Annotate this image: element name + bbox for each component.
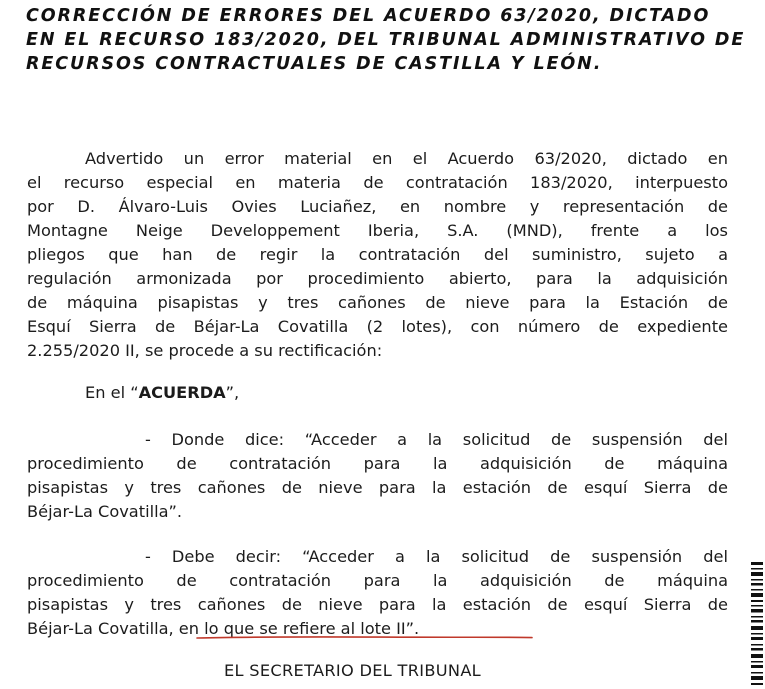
dice-line: Béjar-La Covatilla”. bbox=[27, 502, 183, 521]
barcode-strip bbox=[751, 560, 763, 689]
signature-title: EL SECRETARIO DEL TRIBUNAL bbox=[224, 661, 482, 680]
intro-line: regulación armonizada por procedimiento abierto, para la adquisición bbox=[27, 269, 728, 288]
title-line: CORRECCIÓN DE ERRORES DEL ACUERDO 63/2020, DICTADO bbox=[26, 6, 711, 26]
intro-line: Montagne Neige Developpement Iberia, S.A. (MND), frente a los bbox=[27, 221, 728, 240]
intro-line: Advertido un error material en el Acuerdo 63/2020, dictado en bbox=[85, 149, 728, 168]
title-line: EN EL RECURSO 183/2020, DEL TRIBUNAL ADMINISTRATIVO DE bbox=[26, 30, 746, 50]
intro-line: por D. Álvaro-Luis Ovies Luciañez, en nombre y representación de bbox=[27, 197, 728, 216]
document-title bbox=[26, 4, 746, 76]
title-line: RECURSOS CONTRACTUALES DE CASTILLA Y LEÓN. bbox=[26, 54, 603, 74]
acuerda-suffix: ”, bbox=[225, 383, 240, 402]
acuerda-bold: ACUERDA bbox=[138, 383, 226, 402]
decir-line: procedimiento de contratación para la adquisición de máquina bbox=[27, 571, 728, 590]
intro-line: pliegos que han de regir la contratación del suministro, sujeto a bbox=[27, 245, 728, 264]
decir-line: - Debe decir: “Acceder a la solicitud de suspensión del bbox=[145, 547, 728, 566]
acuerda-heading bbox=[85, 381, 239, 405]
decir-line: pisapistas y tres cañones de nieve para la estación de esquí Sierra de bbox=[27, 595, 728, 614]
dice-line: - Donde dice: “Acceder a la solicitud de suspensión del bbox=[145, 430, 728, 449]
dice-line: procedimiento de contratación para la adquisición de máquina bbox=[27, 454, 728, 473]
intro-line: 2.255/2020 II, se procede a su rectificación: bbox=[27, 341, 383, 360]
dice-line: pisapistas y tres cañones de nieve para la estación de esquí Sierra de bbox=[27, 478, 728, 497]
decir-line: Béjar-La Covatilla, en lo que se refiere al lote II”. bbox=[27, 619, 420, 638]
acuerda-prefix: En el “ bbox=[85, 383, 139, 402]
intro-paragraph bbox=[27, 147, 728, 363]
debe-decir-paragraph bbox=[27, 545, 728, 641]
intro-line: de máquina pisapistas y tres cañones de nieve para la Estación de bbox=[27, 293, 728, 312]
intro-line: el recurso especial en materia de contratación 183/2020, interpuesto bbox=[27, 173, 728, 192]
donde-dice-paragraph bbox=[27, 428, 728, 524]
red-underline-mark bbox=[196, 634, 533, 640]
intro-line: Esquí Sierra de Béjar-La Covatilla (2 lotes), con número de expediente bbox=[27, 317, 728, 336]
